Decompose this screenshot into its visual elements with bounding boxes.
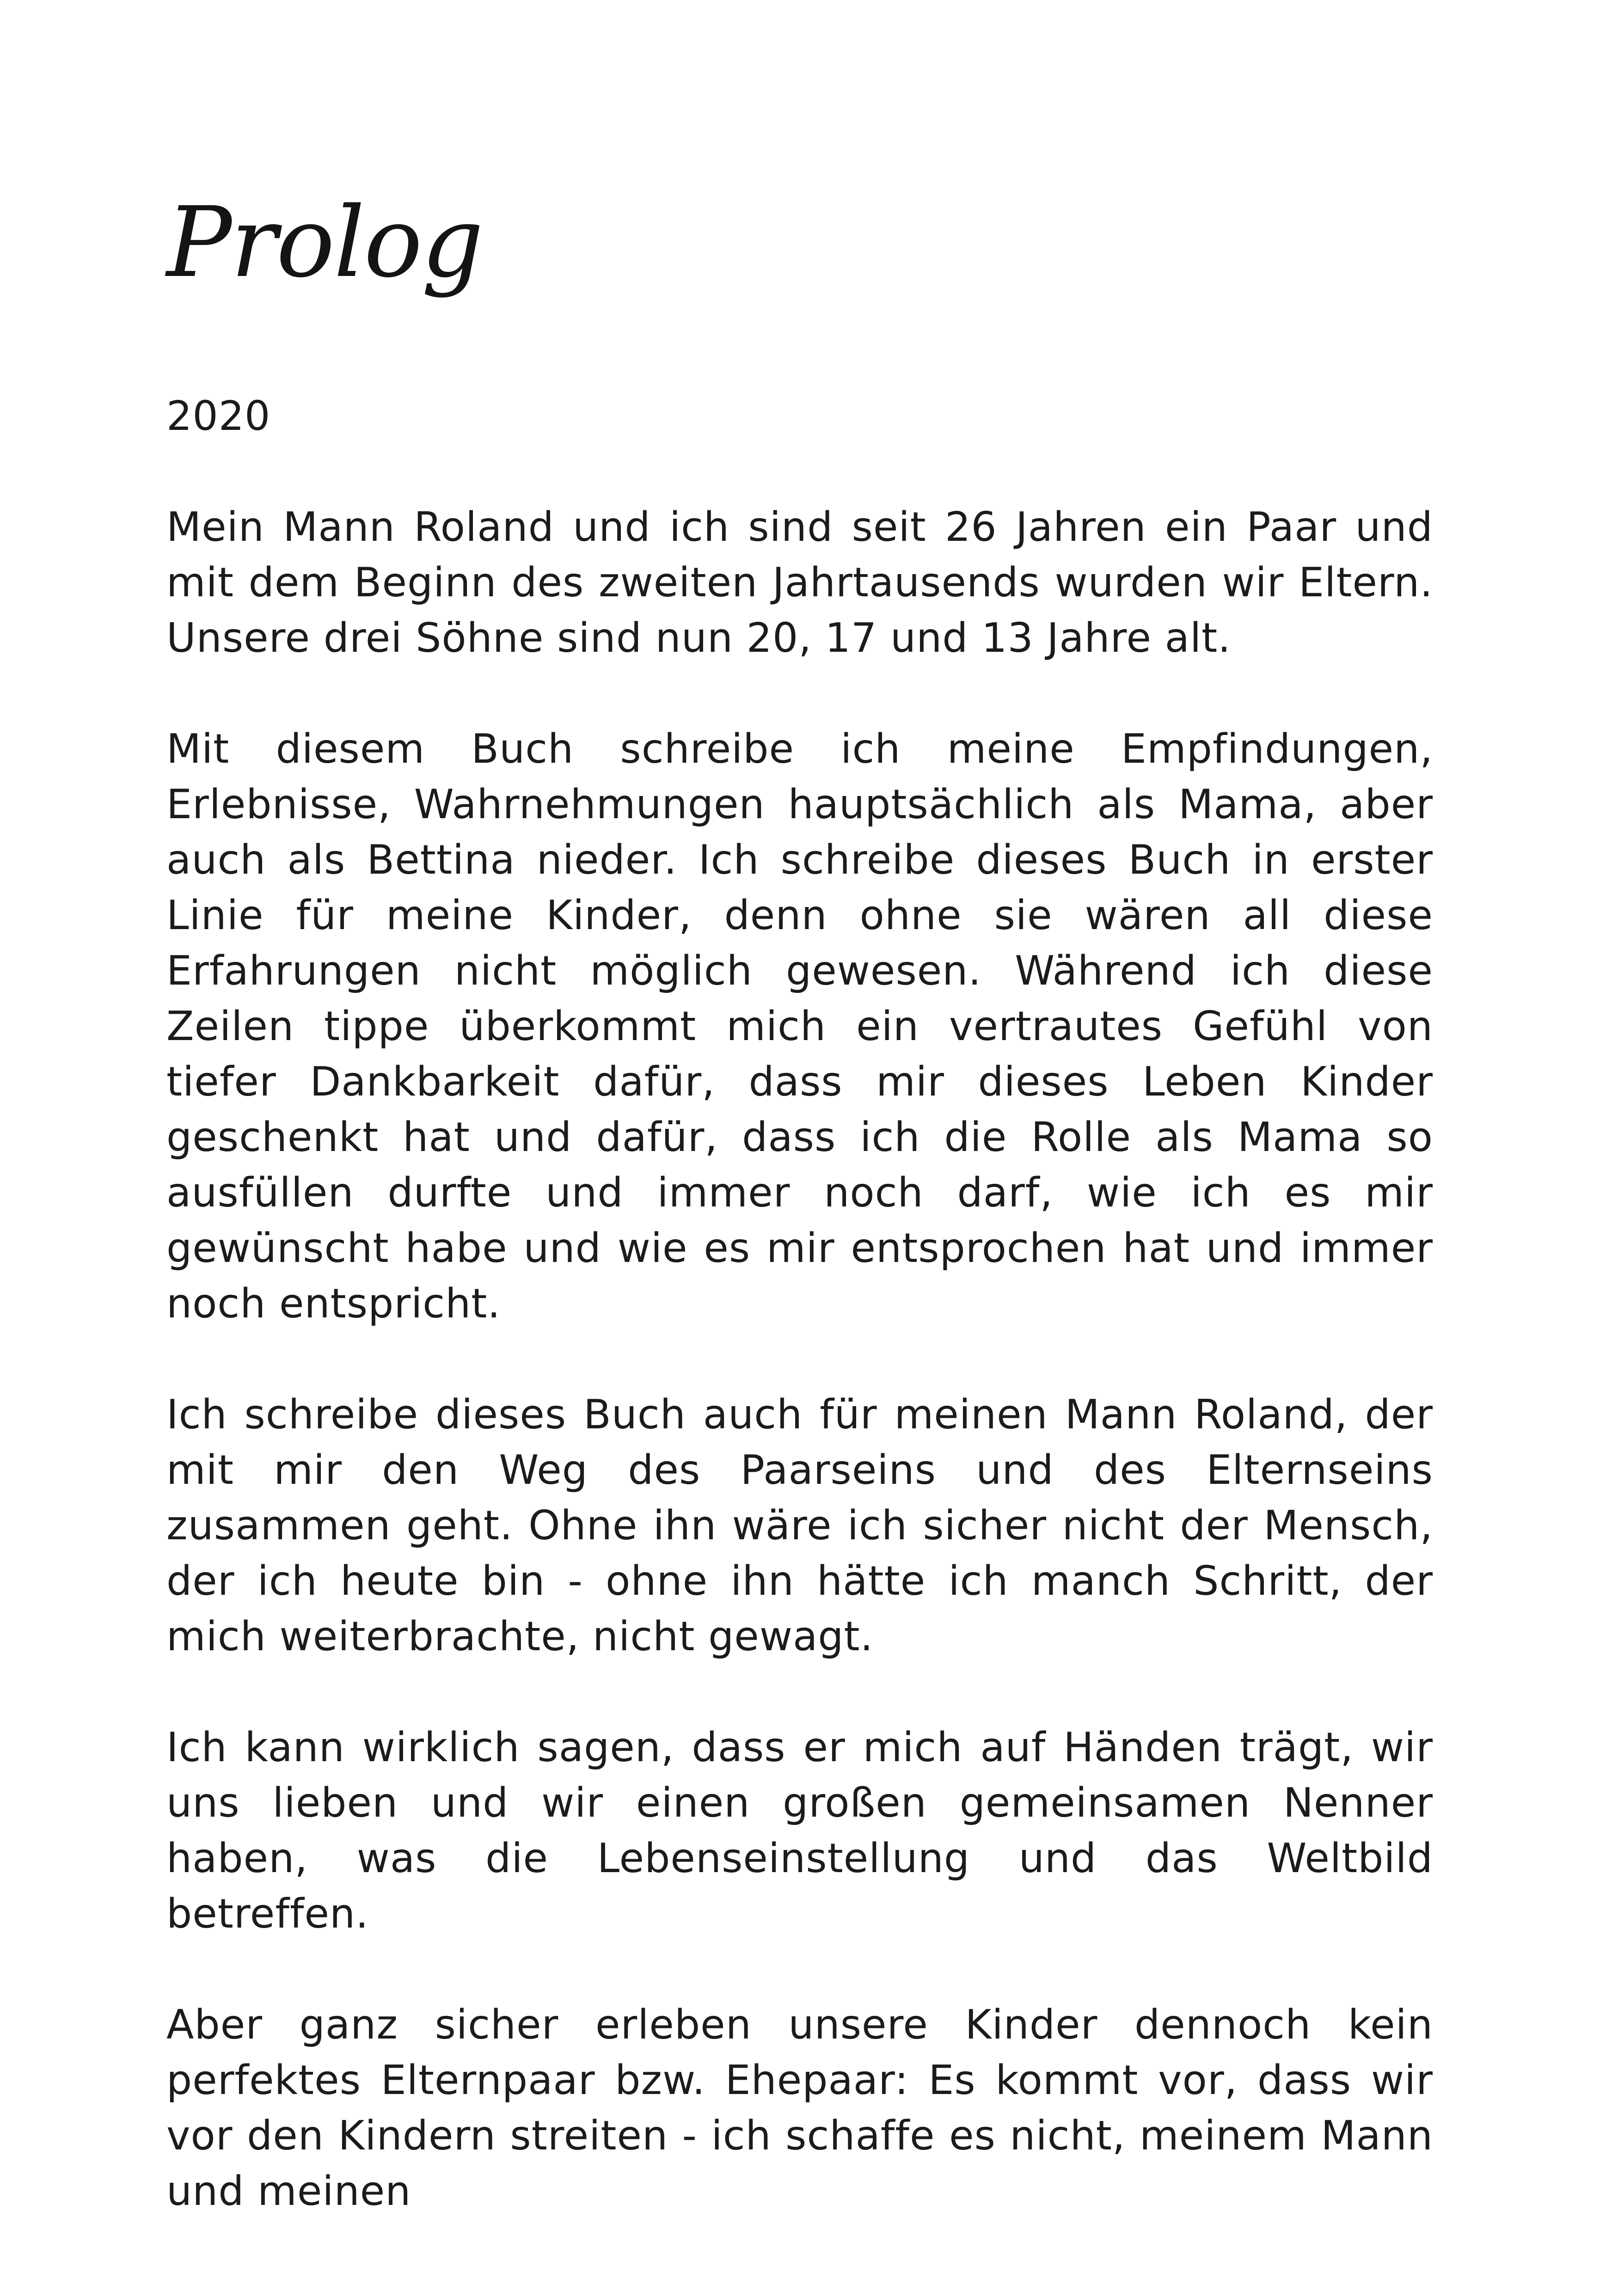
paragraph: Ich kann wirklich sagen, dass er mich auf Händen trägt, wir uns lieben und wir einen großen gemeinsamen Nenner haben, was die Lebenseinstellung und das Weltbild betreffen. [166,1724,1433,1937]
paragraph: Mit diesem Buch schreibe ich meine Empfindungen, Erlebnisse, Wahrnehmungen hauptsächlich als Mama, aber auch als Bettina nieder. Ich schreibe dieses Buch in erster Linie für meine Kinder, denn ohne sie wären all diese Erfahrungen nicht möglich gewesen. Während ich diese Zeilen tippe überkommt mich ein vertrautes Gefühl von tiefer Dankbarkeit dafür, dass mir dieses Leben Kinder geschenkt hat und dafür, dass ich die Rolle als Mama so ausfüllen durfte und immer noch darf, wie ich es mir gewünscht habe und wie es mir entsprochen hat und immer noch entspricht. [166,725,1433,1327]
paragraph: Mein Mann Roland und ich sind seit 26 Jahren ein Paar und mit dem Beginn des zweiten Jahrtausends wurden wir Eltern. Unsere drei Söhne sind nun 20, 17 und 13 Jahre alt. [166,503,1433,661]
chapter-title: Prolog [166,186,483,299]
paragraph: Aber ganz sicher erleben unsere Kinder dennoch kein perfektes Elternpaar bzw. Ehepaar: Es kommt vor, dass wir vor den Kindern streiten - ich schaffe es nicht, meinem Mann und meinen [166,2001,1433,2215]
chapter-body [166,388,1433,2274]
paragraph: Ich schreibe dieses Buch auch für meinen Mann Roland, der mit mir den Weg des Paarseins und des Elternseins zusammen geht. Ohne ihn wäre ich sicher nicht der Mensch, der ich heute bin - ohne ihn hätte ich manch Schritt, der mich weiterbrachte, nicht gewagt. [166,1391,1433,1660]
year-line: 2020 [166,392,271,440]
